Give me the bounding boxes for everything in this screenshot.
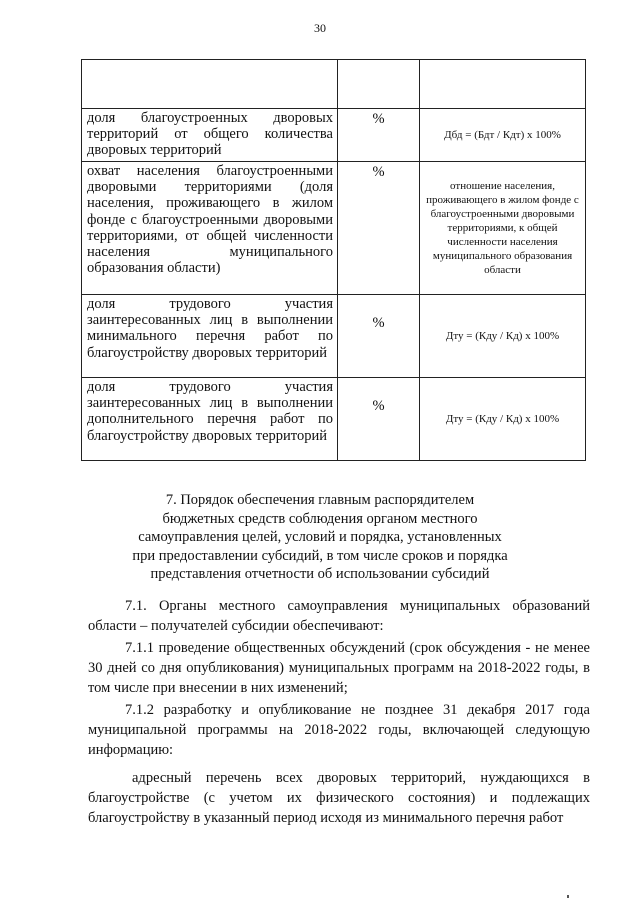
paragraph: 7.1.2 разработку и опубликование не позднее 31 декабря 2017 года муниципальной программы на 2018-2022 годы, включающей следующую информацию: [88, 702, 590, 758]
table-row [82, 295, 586, 378]
section-body [88, 596, 590, 830]
indicator-name: доля благоустроенных дворовых территорий от общего количества дворовых территорий [87, 110, 333, 159]
table-header-cell [420, 60, 586, 109]
indicator-unit: % [372, 111, 385, 127]
section-title-line: самоуправления целей, условий и порядка, установленных [138, 529, 502, 545]
scan-mark [567, 895, 569, 898]
indicator-name: охват населения благоустроенными дворовыми территориями (доля населения, проживающего в жилом фонде с благоустроенными дворовыми территориями, от общей численности населения муниципального образования области) [87, 163, 333, 277]
indicators-table [81, 59, 586, 461]
paragraph: 7.1. Органы местного самоуправления муниципальных образований области – получателей субсидии обеспечивают: [88, 598, 590, 634]
section-title-line: бюджетных средств соблюдения органом местного [162, 510, 478, 527]
paragraph: 7.1.1 проведение общественных обсуждений (срок обсуждения - не менее 30 дней со дня опубликования) муниципальных программ на 2018-2022 годы, в том числе при внесении в них изменений; [88, 640, 590, 696]
indicator-unit: % [372, 164, 385, 180]
table-row [82, 162, 586, 295]
section-title-line: 7. Порядок обеспечения главным распорядителем [165, 492, 475, 508]
section-title-line: представления отчетности об использовании субсидий [150, 566, 490, 582]
table-row [82, 109, 586, 162]
indicator-name: доля трудового участия заинтересованных лиц в выполнении минимального перечня работ по благоустройству дворовых территорий [87, 296, 333, 361]
table-header-row [82, 60, 586, 109]
page-number: 30 [314, 21, 326, 35]
indicator-formula: отношение населения, проживающего в жилом фонде с благоустроенными дворовыми территориями, к общей численности населения муниципального образования области [426, 180, 579, 276]
indicator-unit: % [372, 398, 385, 414]
section-title-line: при предоставлении субсидий, в том числе сроков и порядка [132, 547, 508, 564]
section-title [90, 491, 550, 584]
indicator-unit: % [372, 315, 385, 331]
indicator-formula: Дбд = (Бдт / Кдт) х 100% [444, 129, 561, 141]
indicator-name: доля трудового участия заинтересованных лиц в выполнении дополнительного перечня работ по благоустройству дворовых территорий [87, 379, 333, 444]
paragraph: адресный перечень всех дворовых территорий, нуждающихся в благоустройстве (с учетом их физического состояния) и подлежащих благоустройству в указанный период исходя из минимального перечня работ [88, 770, 590, 826]
indicator-formula: Дту = (Кду / Кд) х 100% [445, 413, 560, 425]
table-row [82, 378, 586, 461]
table-header-cell [338, 60, 420, 109]
table-header-cell [82, 60, 338, 109]
indicator-formula: Дту = (Кду / Кд) х 100% [445, 330, 560, 342]
